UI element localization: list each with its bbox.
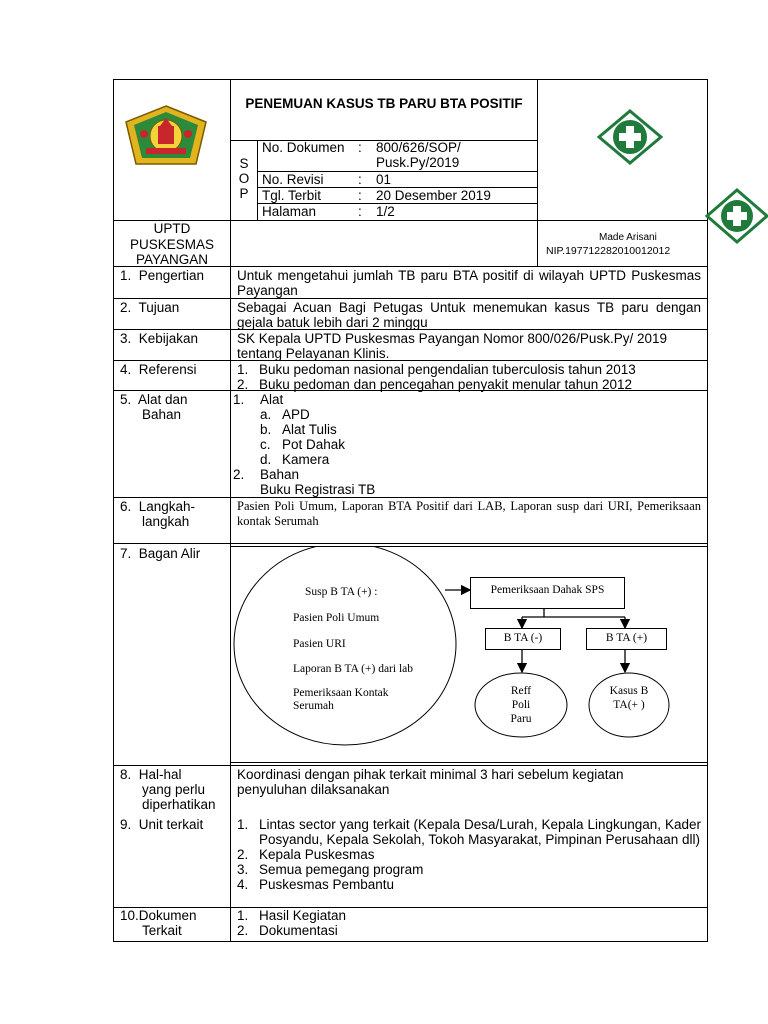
sop-letter: P: [239, 186, 249, 201]
field-sep: :: [358, 172, 362, 187]
text-hal-hal: Koordinasi dengan pihak terkait minimal 3 hari sebelum kegiatan penyuluhan dilaksanakan: [237, 767, 624, 797]
label-langkah: 6. Langkah- langkah: [120, 499, 196, 529]
susp-item: Pemeriksaan Kontak Serumah: [293, 687, 389, 712]
signer-name: Made Arisani: [599, 232, 657, 243]
list-item: Buku Registrasi TB: [260, 482, 376, 497]
list-alat-bahan: [233, 392, 697, 497]
susp-item: Pasien URI: [293, 638, 346, 650]
text-langkah: Pasien Poli Umum, Laporan BTA Positif dari LAB, Laporan susp dari URI, Pemeriksaan kontak Serumah: [237, 499, 701, 528]
health-cross-logo: [597, 109, 663, 165]
list-item: b. Alat Tulis: [260, 422, 337, 437]
list-referensi: [237, 362, 701, 392]
list-dokumen-terkait: [237, 908, 701, 938]
pos-result-text: Kasus B TA(+ ): [609, 685, 649, 711]
exam-box: Pemeriksaan Dahak SPS: [470, 577, 625, 609]
field-label: No. Revisi: [262, 172, 324, 187]
field-tgl-terbit: [262, 188, 532, 203]
regency-emblem-logo: [124, 104, 208, 168]
neg-box: B TA (-): [485, 628, 561, 650]
list-item: 1. Alat: [233, 392, 284, 407]
list-item: 2. Kepala Puskesmas: [237, 847, 375, 862]
text-pengertian-body: Untuk mengetahui jumlah TB paru BTA positif di wilayah UPTD Puskesmas Payangan: [237, 268, 701, 298]
field-sep: :: [358, 140, 362, 155]
list-item: 3. Semua pemegang program: [237, 862, 424, 877]
sop-letter: O: [238, 171, 250, 186]
label-tujuan: 2. Tujuan: [120, 300, 180, 315]
field-halaman: [262, 204, 532, 219]
label-unit-terkait: 9. Unit terkait: [120, 817, 204, 832]
label-alat-bahan: 5. Alat dan Bahan: [120, 392, 188, 422]
signer-nip: NIP.197712282010012012: [546, 245, 671, 257]
label-bagan-alir: 7. Bagan Alir: [120, 546, 201, 561]
neg-result-text: Reff Poli Paru: [510, 685, 532, 725]
pos-box: B TA (+): [586, 628, 667, 650]
document-title: PENEMUAN KASUS TB PARU BTA POSITIF: [245, 96, 523, 111]
field-label: Halaman: [262, 204, 317, 219]
list-unit-terkait: [237, 817, 701, 892]
susp-title: Susp B TA (+) :: [305, 586, 378, 598]
text-kebijakan: SK Kepala UPTD Puskesmas Payangan Nomor 800/026/Pusk.Py/ 2019 tentang Pelayanan Klinis.: [237, 331, 667, 361]
organization-name: UPTD PUSKESMAS PAYANGAN: [129, 221, 215, 267]
field-value: 20 Desember 2019: [376, 188, 491, 203]
field-value: 1/2: [376, 204, 395, 219]
flowchart: [231, 547, 707, 762]
field-no-revisi: [262, 172, 532, 187]
label-pengertian: 1. Pengertian: [120, 268, 205, 283]
health-cross-logo: [705, 188, 768, 244]
label-dokumen-terkait: 10.Dokumen Terkait: [120, 908, 197, 938]
list-item: 1. Buku pedoman nasional pengendalian tuberculosis tahun 2013: [237, 362, 636, 377]
field-sep: :: [358, 204, 362, 219]
text-pengertian: [237, 268, 701, 298]
list-item: d. Kamera: [260, 452, 330, 467]
list-item: 1. Hasil Kegiatan: [237, 908, 347, 923]
field-value: 01: [376, 172, 392, 187]
list-item: 2. Buku pedoman dan pencegahan penyakit menular tahun 2012: [237, 377, 633, 392]
list-item: 4. Puskesmas Pembantu: [237, 877, 395, 892]
field-label: Tgl. Terbit: [262, 188, 322, 203]
list-item: 2. Bahan: [233, 467, 300, 482]
field-sep: :: [358, 188, 362, 203]
list-item: a. APD: [260, 407, 310, 422]
susp-item: Pasien Poli Umum: [293, 612, 380, 624]
label-referensi: 4. Referensi: [120, 362, 197, 377]
sop-letter: S: [239, 156, 249, 171]
list-item: 2. Dokumentasi: [237, 923, 338, 938]
list-item: c. Pot Dahak: [260, 437, 346, 452]
field-label: No. Dokumen: [262, 140, 345, 155]
susp-item: Laporan B TA (+) dari lab: [293, 663, 413, 675]
sop-vertical-label: [231, 156, 257, 201]
text-tujuan: Sebagai Acuan Bagi Petugas Untuk menemukan kasus TB paru dengan gejala batuk lebih dari 2 minggu: [237, 300, 701, 330]
label-kebijakan: 3. Kebijakan: [120, 331, 199, 346]
list-item: 1. Lintas sector yang terkait (Kepala Desa/Lurah, Kepala Lingkungan, Kader Posyandu, Kepala Sekolah, Tokoh Masyarakat, Pimpinan Perusahaan dll): [237, 817, 701, 847]
field-value: 800/626/SOP/ Pusk.Py/2019: [376, 140, 461, 170]
label-hal-hal: 8. Hal-hal yang perlu diperhatikan: [120, 767, 216, 812]
susp-content: [293, 586, 421, 713]
